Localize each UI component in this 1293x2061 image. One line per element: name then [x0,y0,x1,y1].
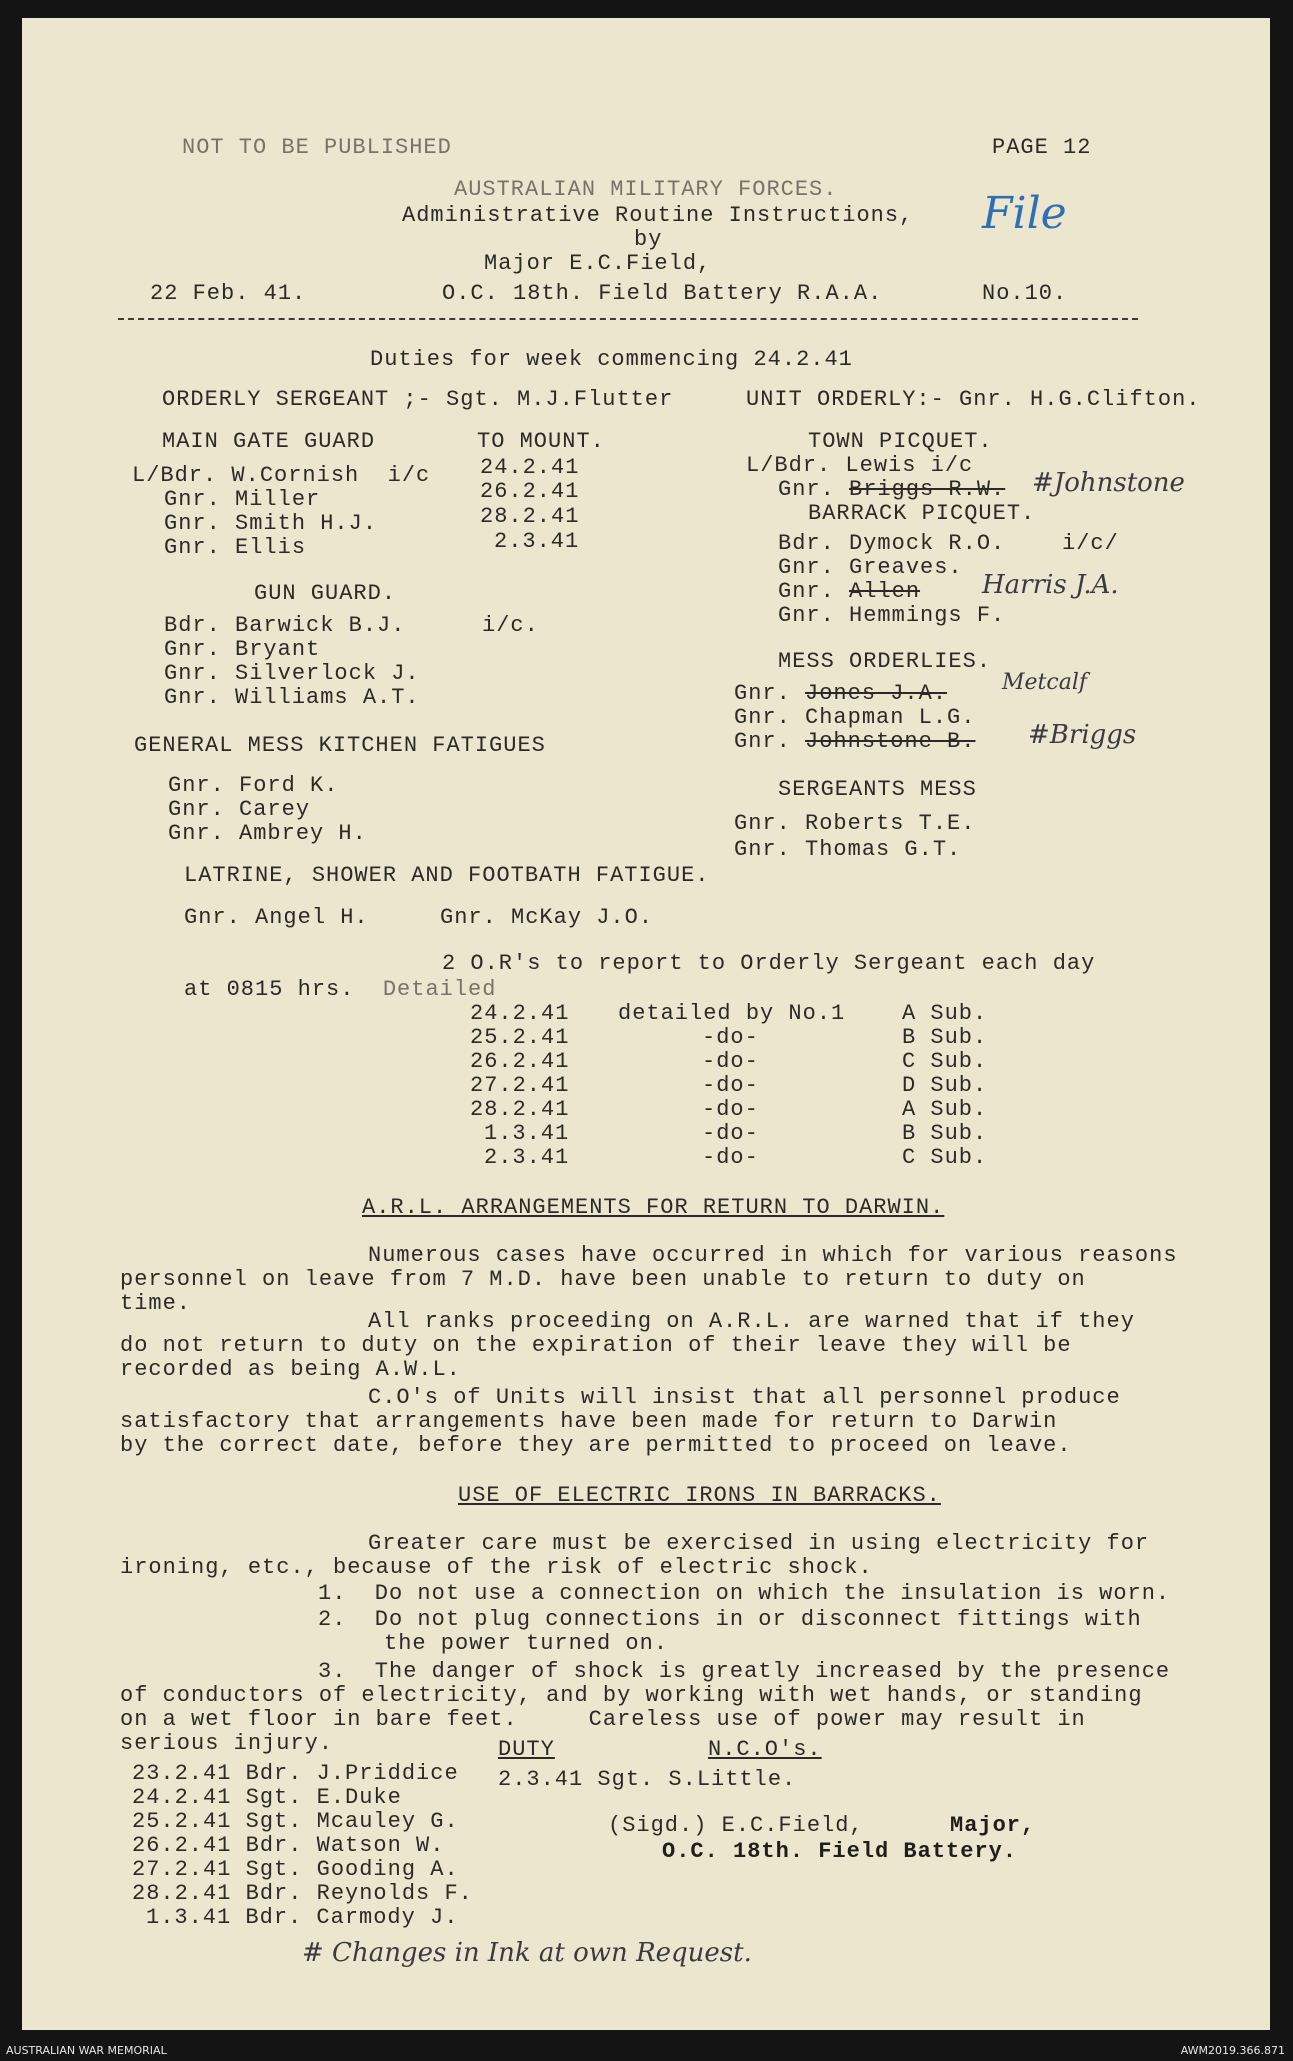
duty-nco-row: 28.2.41 Bdr. Reynolds F. [132,1881,473,1906]
gun-guard-heading: GUN GUARD. [254,581,397,606]
gun-guard-ic: i/c. [482,613,539,638]
irons-paragraph-line: ironing, etc., because of the risk of electric shock. [120,1555,873,1580]
arl-paragraph-line: do not return to duty on the expiration of their leave they will be [120,1333,1072,1358]
barrack-picquet-handwritten-change: Harris J.A. [982,570,1119,600]
kitchen-fatigue-name: Gnr. Carey [168,797,311,822]
arl-heading: A.R.L. ARRANGEMENTS FOR RETURN TO DARWIN. [362,1195,945,1220]
detail-by: -do- [702,1025,759,1050]
detail-sub: C Sub. [902,1049,988,1074]
barrack-picquet-name: Gnr. Greaves. [778,555,963,580]
detail-by: -do- [702,1097,759,1122]
gun-guard-name: Gnr. Bryant [164,637,321,662]
irons-paragraph-line: 3. The danger of shock is greatly increased by the presence [318,1659,1171,1684]
duty-ncos-heading-right: N.C.O's. [708,1737,822,1762]
duty-nco-row: 26.2.41 Bdr. Watson W. [132,1833,445,1858]
latrine-fatigue-name: Gnr. Angel H. [184,905,369,930]
barrack-picquet-name: Gnr. Hemmings F. [778,603,1006,628]
detail-by: -do- [702,1121,759,1146]
town-picquet-lead: L/Bdr. Lewis i/c [746,453,974,478]
detail-sub: A Sub. [902,1001,988,1026]
barrack-picquet-name: Gnr. Allen [778,579,921,604]
main-gate-guard-date: 28.2.41 [480,504,580,529]
irons-paragraph-line: the power turned on. [384,1631,669,1656]
irons-paragraph-line: on a wet floor in bare feet. Careless use of power may result in [120,1707,1086,1732]
archive-credit: AUSTRALIAN WAR MEMORIAL [6,2044,167,2057]
duty-nco-row: 27.2.41 Sgt. Gooding A. [132,1857,459,1882]
detail-by: -do- [702,1049,759,1074]
irons-paragraph-line: of conductors of electricity, and by working with wet hands, or standing [120,1683,1143,1708]
detail-date: 2.3.41 [484,1145,570,1170]
document-page [22,18,1270,2030]
handwritten-note: # Changes in Ink at own Request. [302,1938,752,1968]
kitchen-fatigue-name: Gnr. Ambrey H. [168,821,367,846]
arl-paragraph-line: recorded as being A.W.L. [120,1357,461,1382]
duty-nco-row: 25.2.41 Sgt. Mcauley G. [132,1809,459,1834]
detail-date: 26.2.41 [470,1049,570,1074]
main-gate-guard-name: Gnr. Ellis [164,535,307,560]
gun-guard-name: Bdr. Barwick B.J. [164,613,406,638]
arl-paragraph-line: satisfactory that arrangements have been made for return to Darwin [120,1409,1058,1434]
gun-guard-name: Gnr. Williams A.T. [164,685,420,710]
mess-orderly-handwritten-change: Metcalf [1002,670,1088,695]
duty-nco-extra: 2.3.41 Sgt. S.Little. [498,1767,797,1792]
irons-paragraph-line: 2. Do not plug connections in or disconnect fittings with [318,1607,1142,1632]
kitchen-fatigue-name: Gnr. Ford K. [168,773,339,798]
detail-sub: C Sub. [902,1145,988,1170]
report-time: at 0815 hrs. Detailed [184,977,497,1002]
unit-orderly: UNIT ORDERLY:- Gnr. H.G.Clifton. [746,387,1201,412]
arl-paragraph-line: All ranks proceeding on A.R.L. are warned that if they [368,1309,1135,1334]
detail-by: -do- [702,1073,759,1098]
main-gate-guard-name: Gnr. Smith H.J. [164,511,378,536]
duty-ncos-heading-left: DUTY [498,1737,555,1762]
detail-date: 24.2.41 [470,1001,570,1026]
signature-line: (Sigd.) E.C.Field, [608,1813,864,1838]
sergeants-mess-name: Gnr. Roberts T.E. [734,811,976,836]
detail-sub: B Sub. [902,1121,988,1146]
issue-date: 22 Feb. 41. [150,281,307,306]
report-instruction: 2 O.R's to report to Orderly Sergeant each day [442,951,1096,976]
town-picquet-name: Gnr. Briggs R.W. [778,477,1006,502]
to-mount-heading: TO MOUNT. [477,429,605,454]
arl-paragraph-line: personnel on leave from 7 M.D. have been unable to return to duty on [120,1267,1086,1292]
arl-paragraph-line: Numerous cases have occurred in which for various reasons [368,1243,1178,1268]
arl-paragraph-line: time. [120,1291,192,1316]
sergeants-mess-name: Gnr. Thomas G.T. [734,837,962,862]
mess-orderlies-heading: MESS ORDERLIES. [778,649,992,674]
town-picquet-handwritten-change: #Johnstone [1032,468,1185,498]
instruction-number: No.10. [982,281,1068,306]
duties-title: Duties for week commencing 24.2.41 [370,347,853,372]
header-divider [118,318,1138,320]
main-gate-guard-date: 2.3.41 [494,529,580,554]
barrack-picquet-heading: BARRACK PICQUET. [808,501,1036,526]
mess-orderly-handwritten-change: #Briggs [1028,720,1137,750]
barrack-picquet-ic: i/c/ [1062,531,1119,556]
main-gate-guard-date: 26.2.41 [480,479,580,504]
detail-date: 1.3.41 [484,1121,570,1146]
arl-paragraph-line: C.O's of Units will insist that all personnel produce [368,1385,1121,1410]
archive-reference: AWM2019.366.871 [1180,2044,1285,2057]
detail-sub: A Sub. [902,1097,988,1122]
mess-orderly-name: Gnr. Chapman L.G. [734,705,976,730]
organisation-title: AUSTRALIAN MILITARY FORCES. [454,177,838,202]
duty-nco-row: 24.2.41 Sgt. E.Duke [132,1785,402,1810]
town-picquet-heading: TOWN PICQUET. [808,429,993,454]
unit-title: O.C. 18th. Field Battery R.A.A. [442,281,883,306]
sergeants-mess-heading: SERGEANTS MESS [778,777,977,802]
document-subtitle: Administrative Routine Instructions, [402,203,914,228]
signature-unit: O.C. 18th. Field Battery. [662,1839,1018,1864]
duty-nco-row: 23.2.41 Bdr. J.Priddice [132,1761,459,1786]
main-gate-guard-heading: MAIN GATE GUARD [162,429,376,454]
page-number: PAGE 12 [992,135,1092,160]
detail-date: 28.2.41 [470,1097,570,1122]
detail-by: detailed by No.1 [618,1001,846,1026]
main-gate-guard-name: L/Bdr. W.Cornish i/c [132,463,431,488]
mess-orderly-name: Gnr. Jones J.A. [734,681,948,706]
orderly-sergeant: ORDERLY SERGEANT ;- Sgt. M.J.Flutter [162,387,674,412]
file-handwritten-note: File [982,188,1067,239]
by-label: by [634,227,663,252]
duty-nco-row: 1.3.41 Bdr. Carmody J. [146,1905,459,1930]
arl-paragraph-line: by the correct date, before they are permitted to proceed on leave. [120,1433,1072,1458]
detail-sub: B Sub. [902,1025,988,1050]
latrine-fatigue-heading: LATRINE, SHOWER AND FOOTBATH FATIGUE. [184,863,710,888]
irons-paragraph-line: serious injury. [120,1731,334,1756]
irons-paragraph-line: 1. Do not use a connection on which the insulation is worn. [318,1581,1171,1606]
detail-date: 27.2.41 [470,1073,570,1098]
signature-rank: Major, [950,1813,1036,1838]
classification-label: NOT TO BE PUBLISHED [182,135,452,160]
kitchen-fatigues-heading: GENERAL MESS KITCHEN FATIGUES [134,733,546,758]
detail-by: -do- [702,1145,759,1170]
electric-irons-heading: USE OF ELECTRIC IRONS IN BARRACKS. [458,1483,941,1508]
mess-orderly-name: Gnr. Johnstone B. [734,729,976,754]
main-gate-guard-date: 24.2.41 [480,455,580,480]
barrack-picquet-lead: Bdr. Dymock R.O. [778,531,1006,556]
gun-guard-name: Gnr. Silverlock J. [164,661,420,686]
detail-sub: D Sub. [902,1073,988,1098]
detail-date: 25.2.41 [470,1025,570,1050]
latrine-fatigue-name: Gnr. McKay J.O. [440,905,654,930]
author: Major E.C.Field, [484,251,712,276]
main-gate-guard-name: Gnr. Miller [164,487,321,512]
irons-paragraph-line: Greater care must be exercised in using electricity for [368,1531,1150,1556]
